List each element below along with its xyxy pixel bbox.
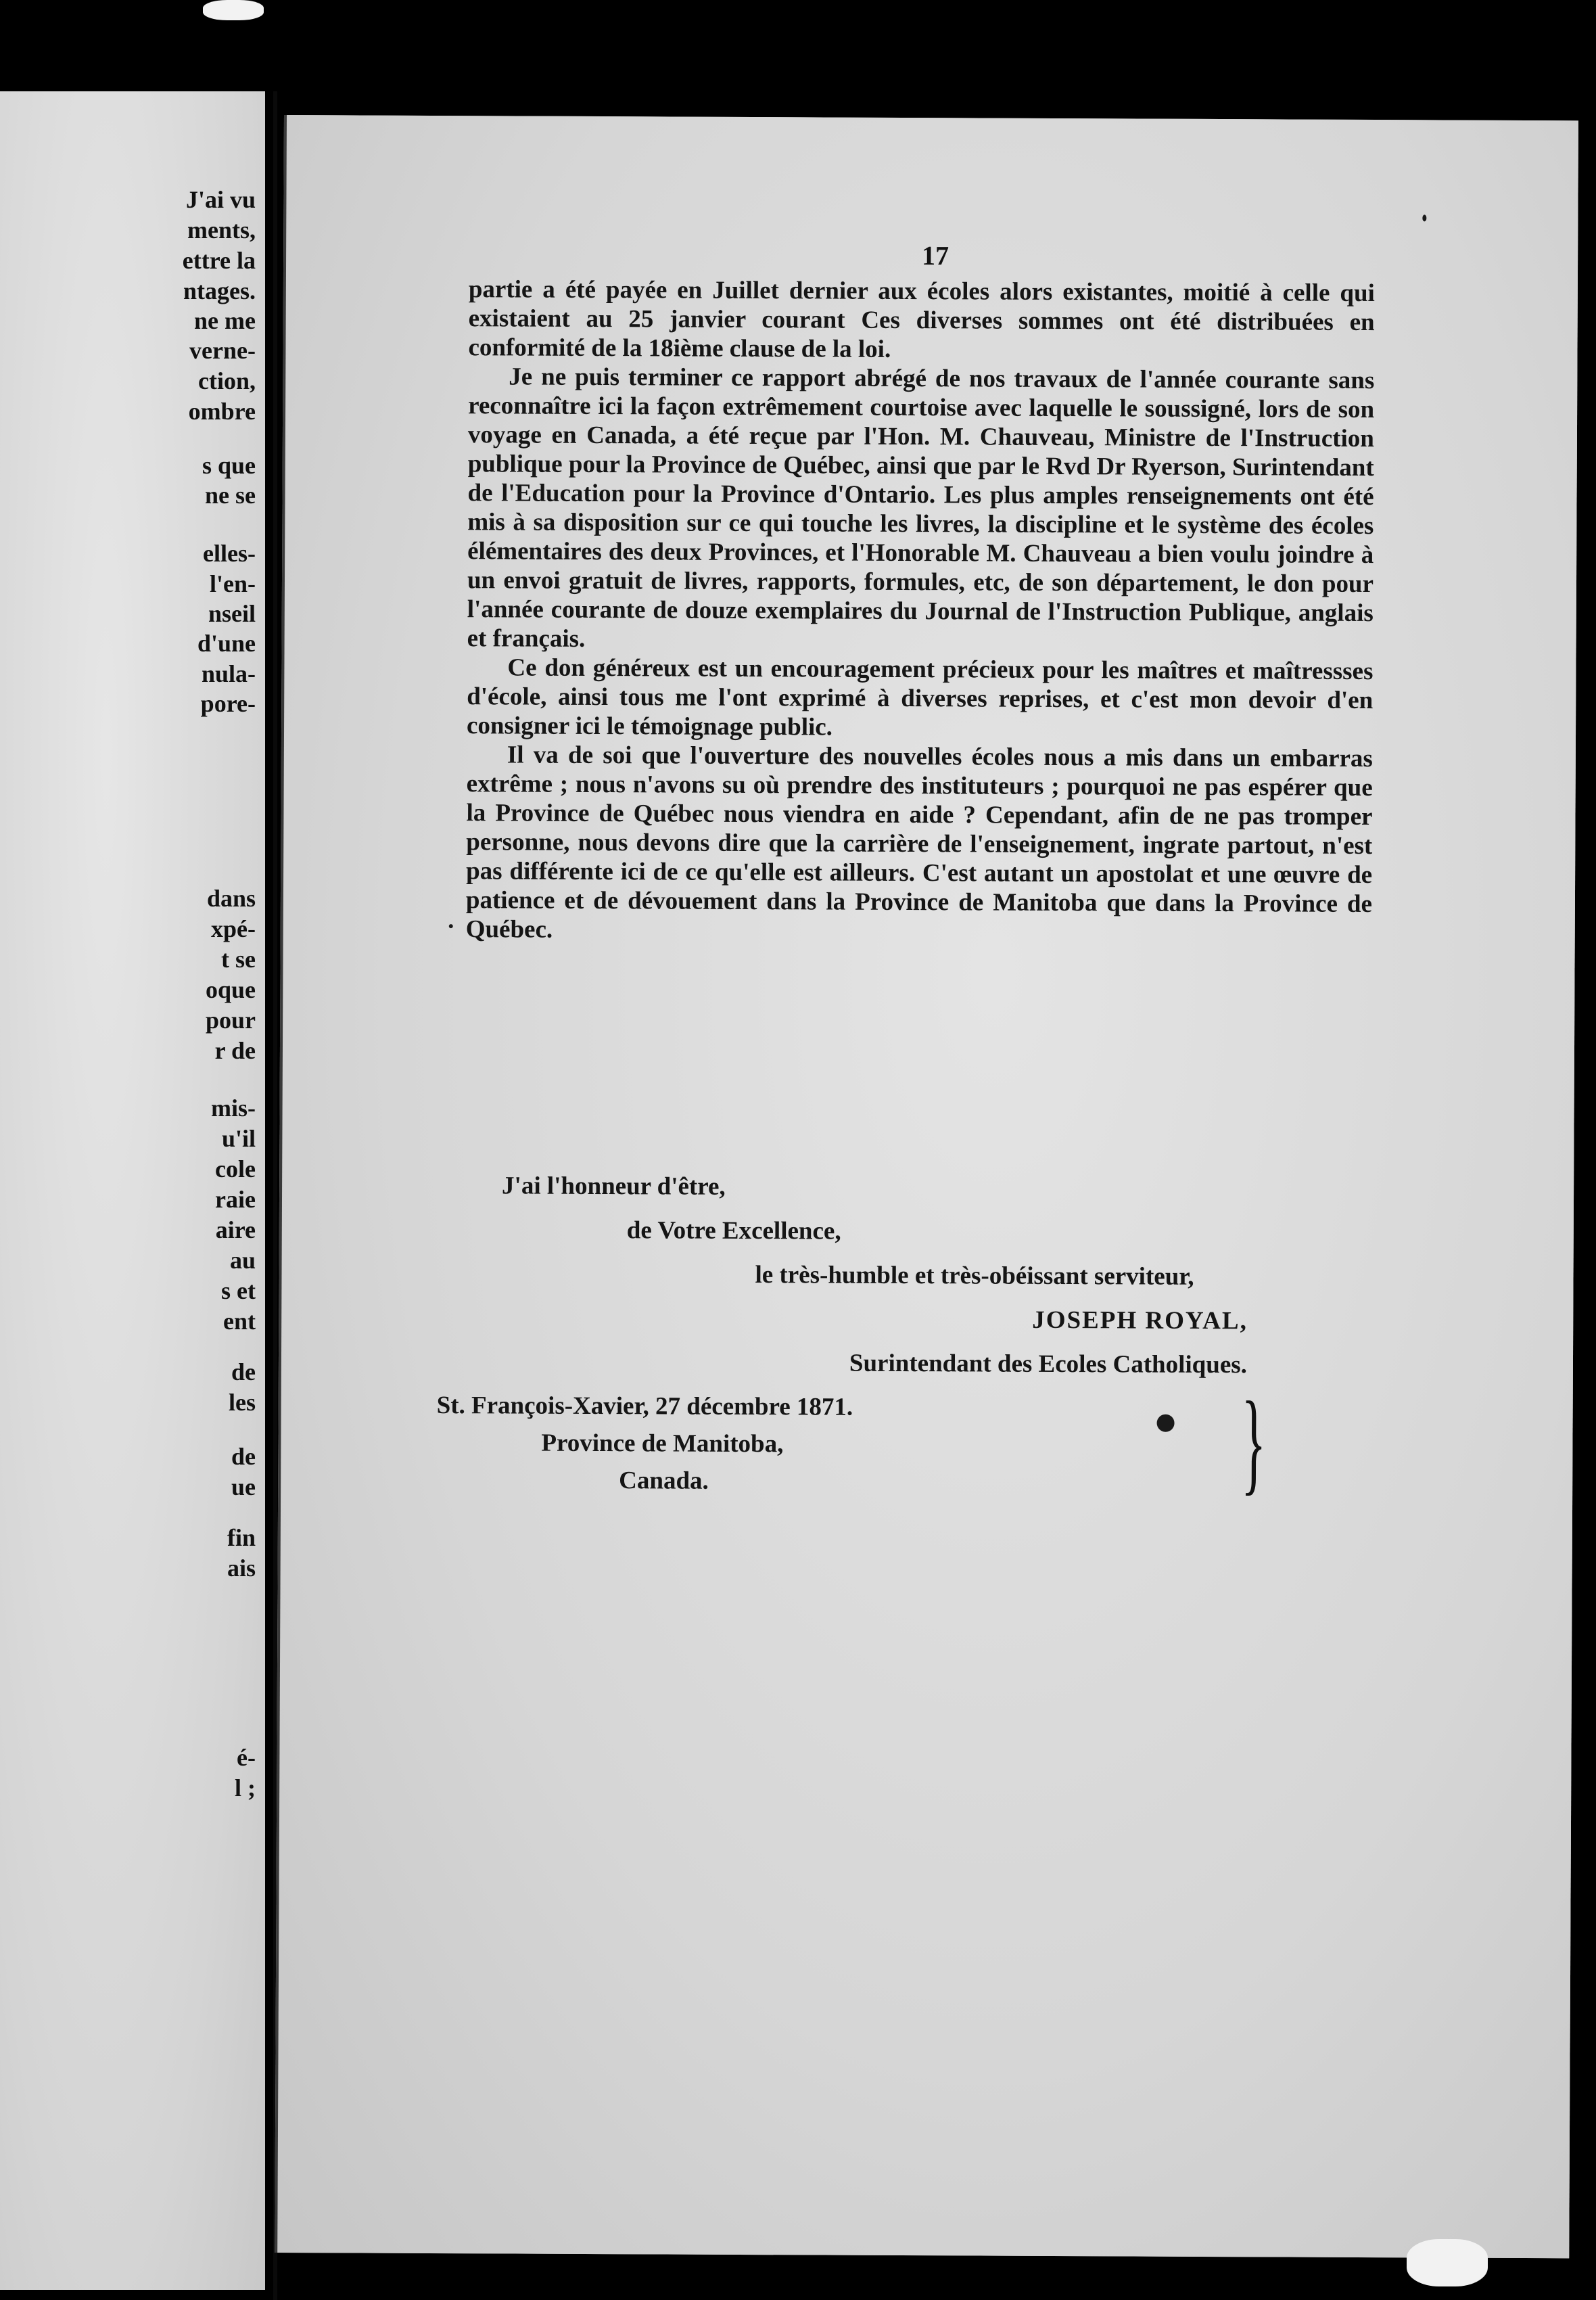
left-page-text-fragment: dans: [206, 885, 256, 912]
left-page-text-fragment: l ;: [235, 1774, 256, 1801]
left-page-text-fragment: les: [229, 1389, 256, 1416]
left-page-text-fragment: elles-: [203, 540, 256, 567]
document-page: [275, 115, 1578, 2258]
left-page-text-fragment: ent: [223, 1308, 256, 1335]
left-page-text-fragment: ne me: [194, 307, 256, 334]
left-page-text-fragment: au: [229, 1247, 256, 1274]
left-page-text-fragment: ction,: [198, 367, 256, 394]
signature-title: Surintendant des Ecoles Catholiques.: [849, 1349, 1248, 1379]
closing-excellence: de Votre Excellence,: [626, 1216, 841, 1245]
left-page-text-fragment: l'en-: [210, 570, 256, 597]
left-page-text-fragment: fin: [227, 1524, 256, 1551]
page-number: 17: [922, 240, 949, 271]
left-page-text-fragment: nseil: [208, 600, 256, 627]
left-page-text-fragment: pour: [205, 1007, 256, 1034]
left-page-text-fragment: d'une: [197, 630, 256, 657]
left-page-text-fragment: é-: [237, 1744, 256, 1771]
left-page-text-fragment: de: [231, 1358, 256, 1385]
left-page-text-fragment: ntages.: [183, 277, 256, 304]
left-page-text-fragment: s que: [202, 452, 256, 479]
closing-salutation: J'ai l'honneur d'être,: [502, 1172, 726, 1201]
left-page-text-fragment: ais: [227, 1555, 256, 1582]
left-page-text-fragment: t se: [221, 946, 256, 973]
left-page-text-fragment: xpé-: [211, 915, 256, 942]
place-country-line: Canada.: [619, 1467, 709, 1495]
left-page-text-fragment: nula-: [201, 660, 256, 687]
curly-brace: }: [1241, 1378, 1267, 1506]
left-page-text-fragment: ne se: [205, 482, 256, 509]
left-page-text-fragment: de: [231, 1443, 256, 1470]
closing-servant: le très-humble et très-obéissant serviteur,: [755, 1261, 1194, 1291]
left-page-text-fragment: aire: [215, 1216, 256, 1243]
paragraph-1: partie a été payée en Juillet dernier aux écoles alors existantes, moitié à celle qui existaient au 25 janvier courant Ces diverses sommes ont été distribuées en conformité de la 18ième clause de la loi.: [468, 275, 1375, 363]
previous-page-fragment: [0, 91, 265, 2290]
paragraph-4: Il va de soi que l'ouverture des nouvelles écoles nous a mis dans un embarras extrême ; nous n'avons su où prendre des instituteurs ; pourquoi ne pas espérer que la Province de Québec nous viendra en aide ? Cependant, afin de ne pas tromper personne, nous devons dire que la carrière de l'enseignement, ingrate partout, n'est pas différente ici de ce qu'elle est ailleurs. C'est autant un apostolat et une œuvre de patience et de dévouement dans la Province de Manitoba que dans la Province de Québec.: [465, 741, 1373, 944]
scan-artifact: [203, 0, 264, 20]
paragraph-3: Ce don généreux est un encouragement précieux pour les maîtres et maîtressses d'école, ainsi tous me l'ont exprimé à diverses reprises, et c'est mon devoir d'en consigner ici le témoignage public.: [466, 653, 1374, 741]
left-page-text-fragment: J'ai vu: [185, 186, 256, 213]
paragraph-2: Je ne puis terminer ce rapport abrégé de nos travaux de l'année courante sans reconnaître ici la façon extrêmement courtoise avec laquelle le soussigné, lors de son voyage en Canada, a été reçue par l'Hon. M. Chauveau, Ministre de l'Instruction publique pour la Province de Québec, ainsi que par le Rvd Dr Ryerson, Surintendant de l'Education pour la Province d'Ontario. Les plus amples renseignements ont été mis à sa disposition sur ce qui touche les livres, la discipline et le système des écoles élémentaires des deux Provinces, et l'Honorable M. Chauveau a bien voulu joindre à un envoi gratuit de livres, rapports, formules, etc, de son département, le don pour l'année courante de douze exemplaires du Journal de l'Instruction Publique, anglais et français.: [467, 363, 1375, 653]
left-page-text-fragment: verne-: [189, 337, 256, 364]
left-page-text-fragment: r de: [214, 1037, 256, 1064]
left-page-text-fragment: oque: [205, 976, 256, 1003]
signature-name: JOSEPH ROYAL,: [1032, 1306, 1248, 1335]
left-page-text-fragment: mis-: [211, 1095, 256, 1122]
ink-speck: [1422, 214, 1426, 221]
scan-artifact: [1407, 2239, 1488, 2286]
left-page-text-fragment: cole: [215, 1155, 256, 1182]
left-page-text-fragment: ue: [231, 1473, 256, 1500]
body-text: [466, 275, 1375, 948]
left-page-text-fragment: raie: [215, 1186, 256, 1213]
left-page-text-fragment: s et: [221, 1277, 256, 1304]
left-page-text-fragment: ettre la: [182, 247, 256, 274]
left-page-text-fragment: pore-: [200, 690, 256, 717]
ink-speck: [1157, 1414, 1175, 1432]
place-province-line: Province de Manitoba,: [541, 1429, 784, 1458]
place-date-line: St. François-Xavier, 27 décembre 1871.: [436, 1392, 853, 1421]
left-page-text-fragment: ombre: [188, 398, 256, 425]
left-page-text-fragment: u'il: [221, 1125, 256, 1152]
left-page-text-fragment: ments,: [187, 216, 256, 244]
ink-speck: [449, 924, 453, 928]
